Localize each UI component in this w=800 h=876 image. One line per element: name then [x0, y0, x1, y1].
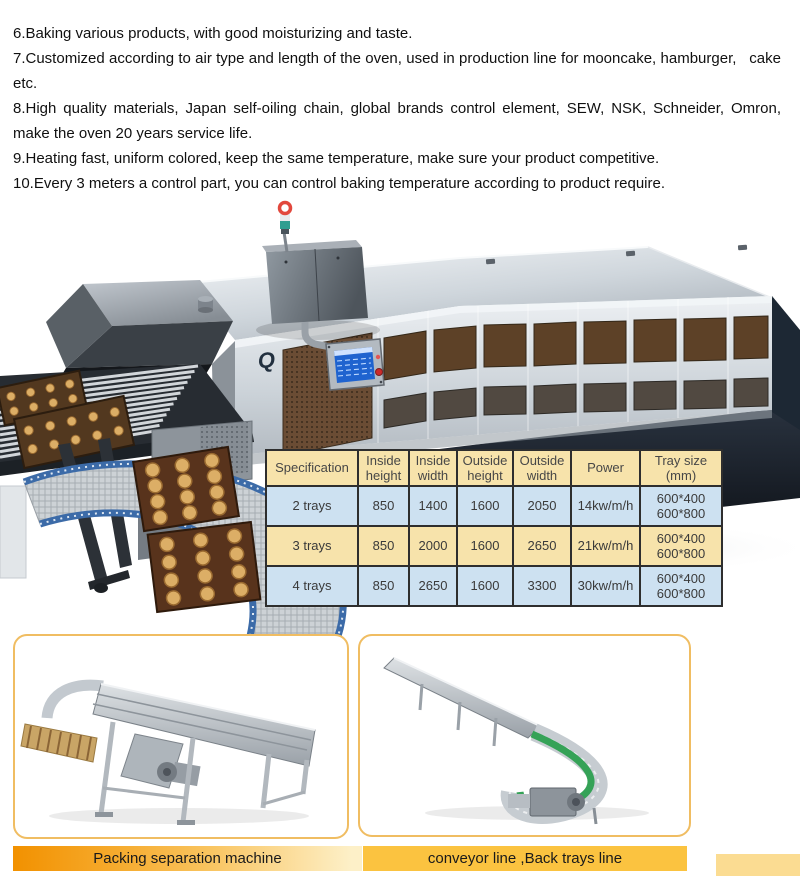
- cell: 1600: [457, 526, 513, 566]
- conveyor-beam: [93, 684, 315, 766]
- packing-machine-photo-box: [13, 634, 349, 839]
- cell: 2050: [513, 486, 571, 526]
- control-cabinet: [256, 240, 380, 340]
- emergency-button: [376, 369, 383, 376]
- cell: 2650: [513, 526, 571, 566]
- spec-table-header-row: [266, 450, 722, 486]
- conveyor-line-photo-box: [358, 634, 691, 837]
- spec-row-4-trays: [266, 566, 722, 606]
- cell: 14kw/m/h: [571, 486, 640, 526]
- conveyor-line-image: [362, 638, 683, 829]
- spec-table: [265, 449, 723, 607]
- roof-handle: [626, 251, 635, 257]
- spec-row-3-trays: [266, 526, 722, 566]
- straight-rail: [384, 658, 540, 738]
- cell: 2 trays: [266, 486, 358, 526]
- cell: 1400: [409, 486, 457, 526]
- cell: 4 trays: [266, 566, 358, 606]
- hood-vent: [198, 296, 213, 313]
- col-power: Power: [571, 450, 640, 486]
- page-corner-strip: [716, 854, 800, 876]
- cell: 3300: [513, 566, 571, 606]
- cell: 600*400 600*800: [640, 526, 722, 566]
- product-tray: [148, 522, 261, 612]
- roof-handle: [738, 245, 747, 251]
- col-inside-height: Inside height: [358, 450, 409, 486]
- feature-item-8: 8.High quality materials, Japan self-oiling chain, global brands control element, SEW, NSK, Schneider, Omron, make the oven 20 years service life.: [13, 100, 781, 142]
- col-specification: Specification: [266, 450, 358, 486]
- brand-logo: Q: [257, 347, 276, 374]
- cell: 600*400 600*800: [640, 486, 722, 526]
- roof-handle: [486, 259, 495, 265]
- cell: 850: [358, 486, 409, 526]
- cell: 1600: [457, 566, 513, 606]
- indicator-led: [376, 355, 380, 359]
- cell: 3 trays: [266, 526, 358, 566]
- cell: 30kw/m/h: [571, 566, 640, 606]
- col-outside-height: Outside height: [457, 450, 513, 486]
- packing-separation-machine-image: [17, 638, 341, 831]
- slat-chain: [21, 724, 97, 762]
- caption-packing-machine: Packing separation machine: [13, 846, 362, 871]
- cell: 1600: [457, 486, 513, 526]
- product-tray: [133, 447, 239, 531]
- cell: 850: [358, 566, 409, 606]
- col-inside-width: Inside width: [409, 450, 457, 486]
- cell: 2000: [409, 526, 457, 566]
- cell: 21kw/m/h: [571, 526, 640, 566]
- col-tray-size: Tray size (mm): [640, 450, 722, 486]
- cell: 2650: [409, 566, 457, 606]
- touchscreen-panel: [326, 339, 384, 390]
- cell: 600*400 600*800: [640, 566, 722, 606]
- cell: 850: [358, 526, 409, 566]
- feature-item-6: 6.Baking various products, with good moisturizing and taste.: [13, 25, 413, 42]
- spec-row-2-trays: [266, 486, 722, 526]
- feature-item-7: 7.Customized according to air type and length of the oven, used in production line for mooncake, hamburger, cake etc.: [13, 50, 781, 92]
- col-outside-width: Outside width: [513, 450, 571, 486]
- feature-item-9: 9.Heating fast, uniform colored, keep the same temperature, make sure your product competitive.: [13, 150, 660, 167]
- feature-item-10: 10.Every 3 meters a control part, you can control baking temperature according to product require.: [13, 175, 666, 192]
- caption-conveyor-line: conveyor line ,Back trays line: [363, 846, 687, 871]
- feature-list: [13, 21, 781, 196]
